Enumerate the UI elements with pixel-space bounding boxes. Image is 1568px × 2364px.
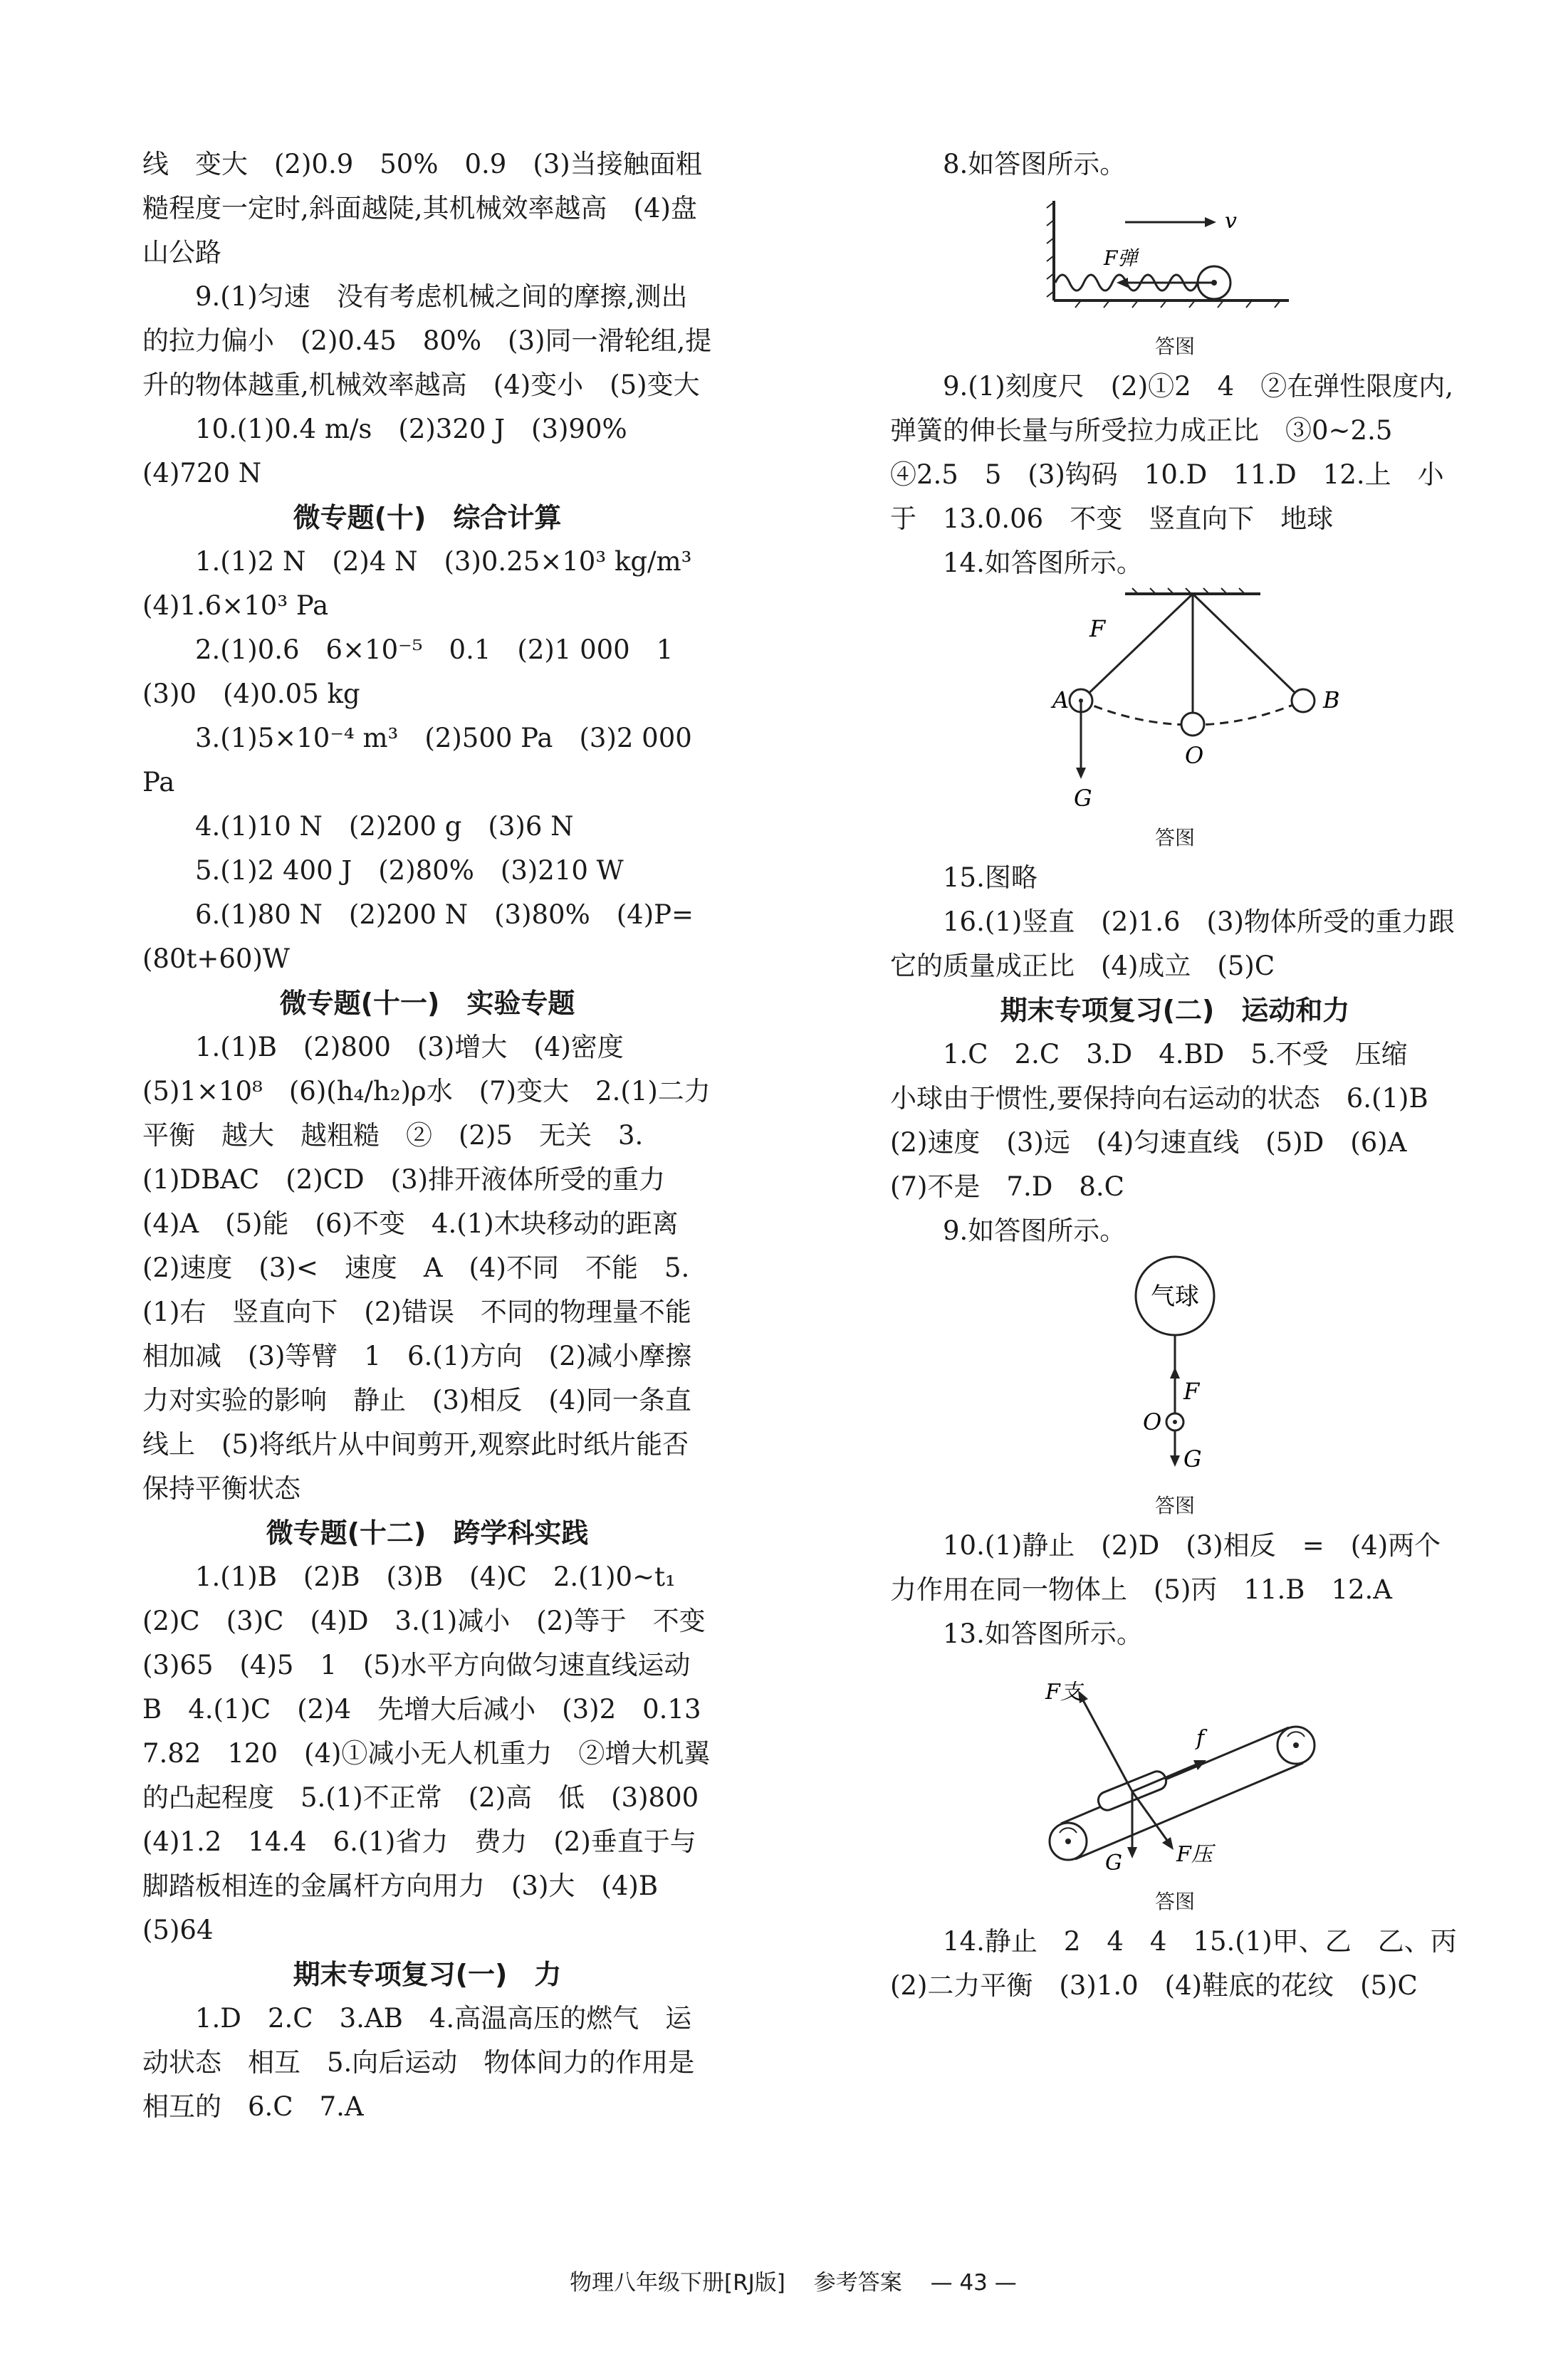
answer-block: 16.(1)竖直 (2)1.6 (3)物体所受的重力跟它的质量成正比 (4)成立 (5)C	[890, 906, 1455, 981]
page-number: — 43 —	[930, 2270, 1017, 2296]
section-heading: 微专题(十二) 跨学科实践	[266, 1517, 589, 1549]
answer-block: 4.(1)10 N (2)200 g (3)6 N	[195, 811, 574, 842]
figure-caption: 答图	[1154, 826, 1195, 849]
section-heading: 期末专项复习(二) 运动和力	[1000, 995, 1350, 1026]
section-heading: 微专题(十) 综合计算	[293, 502, 562, 533]
spring-ball-figure	[890, 187, 1460, 329]
friction-label: f	[1196, 1726, 1205, 1751]
answer-block: 1.(1)B (2)800 (3)增大 (4)密度 (5)1×10⁸ (6)(h₄/h₂)ρ水 (7)变大 2.(1)二力平衡 越大 越粗糙 ② (2)5 无关 3.(1)DBAC (2)CD (3)排开液体所受的重力 (4)A (5)能 (6)不变 4.(1)木块移动的距离 (2)速度 (3)< 速度 A (4)不同 不能 5.(1)右 竖直向下 (2)错误 不同的物理量不能相加减 (3)等臂 1 6.(1)方向 (2)减小摩擦力对实验的影响 静止 (3)相反 (4)同一条直线上 (5)将纸片从中间剪开,观察此时纸片能否保持平衡状态	[142, 1032, 711, 1504]
conveyor-figure	[890, 1656, 1460, 1884]
answer-block: 2.(1)0.6 6×10⁻⁵ 0.1 (2)1 000 1 (3)0 (4)0.05 kg	[142, 634, 700, 709]
point-a-label: A	[1052, 686, 1070, 713]
answer-block: 9.(1)刻度尺 (2)①2 4 ②在弹性限度内,弹簧的伸长量与所受拉力成正比 ③0~2.5 ④2.5 5 (3)钩码 10.D 11.D 12.上 小于 13.0.06 不变 竖直向下 地球	[890, 371, 1453, 534]
support-force-label: F支	[1045, 1680, 1082, 1705]
figure-caption: 答图	[1154, 335, 1195, 358]
figure-caption: 答图	[1154, 1890, 1195, 1913]
section-heading: 微专题(十一) 实验专题	[279, 988, 575, 1019]
section-label: 参考答案	[813, 2270, 902, 2296]
answer-block: 10.(1)0.4 m/s (2)320 J (3)90% (4)720 N	[142, 414, 654, 488]
answer-block: 14.静止 2 4 4 15.(1)甲、乙 乙、丙 (2)二力平衡 (3)1.0 (4)鞋底的花纹 (5)C	[890, 1926, 1483, 2001]
answer-block: 线 变大 (2)0.9 50% 0.9 (3)当接触面粗糙程度一定时,斜面越陡,其机械效率越高 (4)盘山公路	[142, 149, 702, 268]
answer-block: 5.(1)2 400 J (2)80% (3)210 W	[195, 855, 624, 886]
answer-block: 1.(1)B (2)B (3)B (4)C 2.(1)0~t₁ (2)C (3)C (4)D 3.(1)减小 (2)等于 不变 (3)65 (4)5 1 (5)水平方向做匀速直线运动 B 4.(1)C (2)4 先增大后减小 (3)2 0.13 7.82 120 (4)①减小无人机重力 ②增大机翼的凸起程度 5.(1)不正常 (2)高 低 (3)800 (4)1.2 14.4 6.(1)省力 费力 (2)垂直于与脚踏板相连的金属杆方向用力 (3)大 (4)B (5)64	[142, 1562, 732, 1945]
point-o-label: O	[1143, 1408, 1162, 1435]
answer-block: 3.(1)5×10⁻⁴ m³ (2)500 Pa (3)2 000 Pa	[142, 723, 692, 797]
answer-block: 6.(1)80 N (2)200 N (3)80% (4)P=(80t+60)W	[142, 899, 694, 974]
pendulum-figure	[890, 585, 1460, 820]
velocity-label: v	[1225, 209, 1237, 234]
answer-block: 1.D 2.C 3.AB 4.高温高压的燃气 运动状态 相互 5.向后运动 物体间力的作用是相互的 6.C 7.A	[142, 2003, 695, 2122]
pressure-label: F压	[1176, 1842, 1213, 1867]
answer-block: 14.如答图所示。	[943, 548, 1143, 578]
spring-force-label: F弹	[1104, 246, 1138, 270]
figure-caption: 答图	[1154, 1494, 1195, 1517]
tension-label: F	[1089, 615, 1106, 642]
left-column	[142, 142, 732, 2129]
page-footer	[570, 2264, 1211, 2296]
answer-block: 9.如答图所示。	[943, 1215, 1127, 1246]
answer-block: 10.(1)静止 (2)D (3)相反 = (4)两个力作用在同一物体上 (5)丙 11.B 12.A	[890, 1530, 1441, 1605]
point-b-label: B	[1323, 686, 1340, 713]
balloon-figure	[890, 1253, 1460, 1488]
book-title: 物理八年级下册[RJ版]	[570, 2270, 785, 2296]
section-heading: 期末专项复习(一) 力	[293, 1959, 562, 1990]
gravity-label: G	[1183, 1445, 1202, 1473]
buoyancy-label: F	[1183, 1378, 1200, 1405]
answer-block: 1.C 2.C 3.D 4.BD 5.不受 压缩 小球由于惯性,要保持向右运动的状态 6.(1)B (2)速度 (3)远 (4)匀速直线 (5)D (6)A (7)不是 7.D 8.C	[890, 1039, 1455, 1202]
right-column	[890, 142, 1483, 2008]
point-o-label: O	[1185, 742, 1204, 769]
gravity-label: G	[1105, 1851, 1122, 1876]
balloon-label: 气球	[1151, 1282, 1199, 1311]
answer-block: 1.(1)2 N (2)4 N (3)0.25×10³ kg/m³ (4)1.6×10³ Pa	[142, 546, 718, 621]
answer-block: 13.如答图所示。	[943, 1618, 1143, 1649]
gravity-label: G	[1074, 785, 1092, 812]
answer-block: 8.如答图所示。	[943, 149, 1127, 179]
answer-block: 15.图略	[943, 862, 1038, 893]
answer-block: 9.(1)匀速 没有考虑机械之间的摩擦,测出的拉力偏小 (2)0.45 80% (3)同一滑轮组,提升的物体越重,机械效率越高 (4)变小 (5)变大	[142, 281, 712, 400]
